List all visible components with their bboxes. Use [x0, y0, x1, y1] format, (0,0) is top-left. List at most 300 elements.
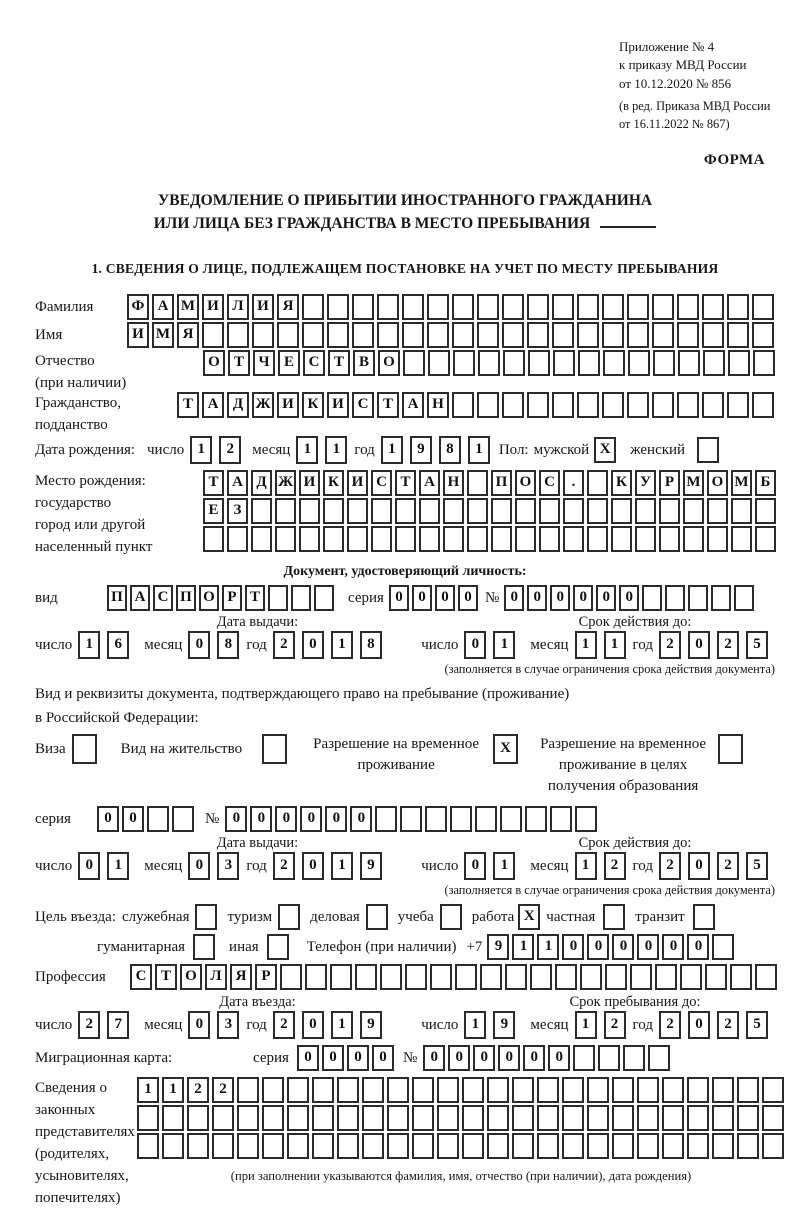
char-box[interactable]: 2	[717, 1011, 739, 1039]
char-box[interactable]	[352, 322, 374, 348]
char-box[interactable]: 2	[273, 631, 295, 659]
citizenship-boxes[interactable]	[177, 392, 777, 418]
char-box[interactable]: 0	[498, 1045, 520, 1071]
char-box[interactable]	[537, 1133, 559, 1159]
char-box[interactable]: С	[352, 392, 374, 418]
char-box[interactable]	[162, 1105, 184, 1131]
representatives-boxes-row1[interactable]	[137, 1077, 785, 1103]
char-box[interactable]	[477, 294, 499, 320]
char-box[interactable]	[727, 294, 749, 320]
char-box[interactable]	[443, 498, 464, 524]
char-box[interactable]	[275, 498, 296, 524]
char-box[interactable]: Л	[227, 294, 249, 320]
char-box[interactable]	[683, 526, 704, 552]
char-box[interactable]: 0	[78, 852, 100, 880]
char-box[interactable]: И	[202, 294, 224, 320]
char-box[interactable]: 0	[412, 585, 432, 611]
char-box[interactable]: 1	[190, 436, 212, 464]
char-box[interactable]	[419, 526, 440, 552]
char-box[interactable]: П	[176, 585, 196, 611]
char-box[interactable]: 5	[746, 852, 768, 880]
char-box[interactable]	[337, 1077, 359, 1103]
char-box[interactable]	[450, 806, 472, 832]
char-box[interactable]: 9	[410, 436, 432, 464]
char-box[interactable]	[752, 392, 774, 418]
char-box[interactable]: 0	[372, 1045, 394, 1071]
char-box[interactable]	[487, 1077, 509, 1103]
char-box[interactable]: 0	[297, 1045, 319, 1071]
char-box[interactable]	[652, 322, 674, 348]
char-box[interactable]	[262, 1105, 284, 1131]
char-box[interactable]	[380, 964, 402, 990]
char-box[interactable]	[366, 904, 388, 930]
char-box[interactable]	[530, 964, 552, 990]
char-box[interactable]	[275, 526, 296, 552]
char-box[interactable]: 1	[331, 852, 353, 880]
char-box[interactable]: 1	[537, 934, 559, 960]
char-box[interactable]	[680, 964, 702, 990]
char-box[interactable]: 0	[637, 934, 659, 960]
char-box[interactable]	[287, 1133, 309, 1159]
char-box[interactable]: 0	[688, 852, 710, 880]
char-box[interactable]: Ж	[252, 392, 274, 418]
doc-seriya-boxes[interactable]	[389, 585, 481, 611]
char-box[interactable]	[702, 294, 724, 320]
char-box[interactable]	[563, 498, 584, 524]
char-box[interactable]	[371, 526, 392, 552]
char-box[interactable]: О	[707, 470, 728, 496]
char-box[interactable]: 1	[575, 852, 597, 880]
char-box[interactable]: 2	[78, 1011, 100, 1039]
stay-day-boxes[interactable]	[464, 1011, 522, 1039]
char-box[interactable]: 0	[188, 1011, 210, 1039]
char-box[interactable]: 0	[550, 585, 570, 611]
char-box[interactable]	[477, 392, 499, 418]
char-box[interactable]: X	[518, 904, 540, 930]
char-box[interactable]	[612, 1133, 634, 1159]
char-box[interactable]: 9	[487, 934, 509, 960]
purpose-humanitarian-checkbox[interactable]	[193, 934, 215, 960]
char-box[interactable]: Д	[251, 470, 272, 496]
char-box[interactable]: 0	[97, 806, 119, 832]
char-box[interactable]: 2	[717, 852, 739, 880]
char-box[interactable]: А	[130, 585, 150, 611]
char-box[interactable]	[387, 1105, 409, 1131]
char-box[interactable]: 0	[504, 585, 524, 611]
char-box[interactable]	[323, 526, 344, 552]
char-box[interactable]	[637, 1077, 659, 1103]
purpose-private-checkbox[interactable]	[603, 904, 625, 930]
char-box[interactable]	[487, 1133, 509, 1159]
char-box[interactable]: 1	[604, 631, 626, 659]
identity-issue-day[interactable]	[78, 631, 136, 659]
doc-type-boxes[interactable]	[107, 585, 337, 611]
char-box[interactable]: 9	[360, 852, 382, 880]
char-box[interactable]	[642, 585, 662, 611]
char-box[interactable]	[251, 526, 272, 552]
char-box[interactable]	[752, 322, 774, 348]
char-box[interactable]	[330, 964, 352, 990]
char-box[interactable]	[687, 1133, 709, 1159]
char-box[interactable]	[227, 526, 248, 552]
char-box[interactable]	[612, 1105, 634, 1131]
char-box[interactable]	[611, 498, 632, 524]
char-box[interactable]: К	[611, 470, 632, 496]
char-box[interactable]	[665, 585, 685, 611]
char-box[interactable]	[437, 1133, 459, 1159]
char-box[interactable]: Ф	[127, 294, 149, 320]
migration-number-boxes[interactable]	[423, 1045, 673, 1071]
profession-boxes[interactable]	[130, 964, 780, 990]
char-box[interactable]	[573, 1045, 595, 1071]
char-box[interactable]	[400, 806, 422, 832]
char-box[interactable]	[648, 1045, 670, 1071]
char-box[interactable]: Я	[177, 322, 199, 348]
char-box[interactable]	[362, 1105, 384, 1131]
char-box[interactable]: А	[419, 470, 440, 496]
char-box[interactable]	[287, 1105, 309, 1131]
char-box[interactable]	[755, 526, 776, 552]
char-box[interactable]: С	[371, 470, 392, 496]
char-box[interactable]	[462, 1077, 484, 1103]
char-box[interactable]	[662, 1133, 684, 1159]
char-box[interactable]	[278, 904, 300, 930]
char-box[interactable]	[628, 350, 650, 376]
char-box[interactable]: 1	[575, 631, 597, 659]
char-box[interactable]: Р	[659, 470, 680, 496]
char-box[interactable]: О	[515, 470, 536, 496]
char-box[interactable]	[227, 322, 249, 348]
char-box[interactable]: Т	[228, 350, 250, 376]
char-box[interactable]	[312, 1105, 334, 1131]
char-box[interactable]	[731, 498, 752, 524]
char-box[interactable]: 2	[717, 631, 739, 659]
char-box[interactable]: Т	[395, 470, 416, 496]
char-box[interactable]	[193, 934, 215, 960]
char-box[interactable]	[539, 498, 560, 524]
char-box[interactable]	[402, 322, 424, 348]
char-box[interactable]	[577, 294, 599, 320]
char-box[interactable]: 0	[448, 1045, 470, 1071]
char-box[interactable]: 0	[662, 934, 684, 960]
char-box[interactable]: И	[277, 392, 299, 418]
char-box[interactable]	[552, 392, 574, 418]
birth-place-boxes-row2[interactable]	[203, 498, 779, 524]
char-box[interactable]	[443, 526, 464, 552]
char-box[interactable]	[452, 294, 474, 320]
char-box[interactable]	[147, 806, 169, 832]
char-box[interactable]	[512, 1077, 534, 1103]
char-box[interactable]: 0	[188, 631, 210, 659]
char-box[interactable]	[412, 1105, 434, 1131]
residence-valid-day[interactable]	[464, 852, 522, 880]
char-box[interactable]	[731, 526, 752, 552]
char-box[interactable]	[277, 322, 299, 348]
char-box[interactable]	[711, 585, 731, 611]
representatives-boxes-row2[interactable]	[137, 1105, 785, 1131]
char-box[interactable]: О	[199, 585, 219, 611]
char-box[interactable]	[323, 498, 344, 524]
char-box[interactable]	[712, 1105, 734, 1131]
sex-male-checkbox[interactable]	[594, 437, 616, 463]
char-box[interactable]: 0	[619, 585, 639, 611]
purpose-transit-checkbox[interactable]	[693, 904, 715, 930]
purpose-official-checkbox[interactable]	[195, 904, 217, 930]
char-box[interactable]: Т	[177, 392, 199, 418]
char-box[interactable]	[237, 1077, 259, 1103]
birth-day-boxes[interactable]	[190, 436, 248, 464]
char-box[interactable]	[693, 904, 715, 930]
char-box[interactable]: 1	[575, 1011, 597, 1039]
char-box[interactable]	[611, 526, 632, 552]
char-box[interactable]	[403, 350, 425, 376]
char-box[interactable]	[563, 526, 584, 552]
char-box[interactable]	[502, 322, 524, 348]
char-box[interactable]	[262, 1133, 284, 1159]
char-box[interactable]	[453, 350, 475, 376]
char-box[interactable]: 0	[250, 806, 272, 832]
char-box[interactable]	[603, 350, 625, 376]
char-box[interactable]	[252, 322, 274, 348]
char-box[interactable]	[587, 1133, 609, 1159]
char-box[interactable]: О	[180, 964, 202, 990]
char-box[interactable]	[137, 1133, 159, 1159]
char-box[interactable]: 6	[107, 631, 129, 659]
char-box[interactable]	[467, 526, 488, 552]
char-box[interactable]	[262, 1077, 284, 1103]
char-box[interactable]	[602, 322, 624, 348]
char-box[interactable]	[402, 294, 424, 320]
char-box[interactable]: 0	[464, 631, 486, 659]
char-box[interactable]: П	[107, 585, 127, 611]
char-box[interactable]: Н	[427, 392, 449, 418]
char-box[interactable]	[553, 350, 575, 376]
patronymic-boxes[interactable]	[203, 350, 778, 376]
char-box[interactable]: 2	[187, 1077, 209, 1103]
char-box[interactable]: 2	[659, 852, 681, 880]
char-box[interactable]: 0	[596, 585, 616, 611]
purpose-study-checkbox[interactable]	[440, 904, 462, 930]
char-box[interactable]	[602, 392, 624, 418]
residence-issue-day[interactable]	[78, 852, 136, 880]
phone-boxes[interactable]	[487, 934, 737, 960]
char-box[interactable]: 1	[137, 1077, 159, 1103]
char-box[interactable]	[462, 1105, 484, 1131]
char-box[interactable]: 0	[423, 1045, 445, 1071]
char-box[interactable]: 0	[302, 852, 324, 880]
purpose-business-checkbox[interactable]	[366, 904, 388, 930]
char-box[interactable]: 0	[275, 806, 297, 832]
char-box[interactable]: 0	[688, 1011, 710, 1039]
char-box[interactable]	[437, 1105, 459, 1131]
char-box[interactable]	[251, 498, 272, 524]
char-box[interactable]	[603, 904, 625, 930]
char-box[interactable]	[702, 392, 724, 418]
char-box[interactable]	[387, 1133, 409, 1159]
char-box[interactable]	[737, 1077, 759, 1103]
char-box[interactable]	[377, 322, 399, 348]
char-box[interactable]	[550, 806, 572, 832]
char-box[interactable]	[327, 322, 349, 348]
identity-valid-day[interactable]	[464, 631, 522, 659]
char-box[interactable]	[627, 392, 649, 418]
char-box[interactable]	[578, 350, 600, 376]
char-box[interactable]	[395, 498, 416, 524]
char-box[interactable]	[575, 806, 597, 832]
char-box[interactable]	[502, 294, 524, 320]
char-box[interactable]: П	[491, 470, 512, 496]
char-box[interactable]: Т	[155, 964, 177, 990]
char-box[interactable]: С	[539, 470, 560, 496]
char-box[interactable]: Б	[755, 470, 776, 496]
residence-valid-year[interactable]	[659, 852, 775, 880]
char-box[interactable]: 0	[523, 1045, 545, 1071]
char-box[interactable]	[527, 294, 549, 320]
char-box[interactable]: 0	[300, 806, 322, 832]
char-box[interactable]	[412, 1077, 434, 1103]
char-box[interactable]	[727, 322, 749, 348]
stay-year-boxes[interactable]	[659, 1011, 775, 1039]
char-box[interactable]	[237, 1105, 259, 1131]
char-box[interactable]	[662, 1105, 684, 1131]
char-box[interactable]	[659, 498, 680, 524]
char-box[interactable]: Я	[230, 964, 252, 990]
char-box[interactable]: А	[152, 294, 174, 320]
char-box[interactable]	[347, 526, 368, 552]
char-box[interactable]	[712, 1077, 734, 1103]
char-box[interactable]	[627, 322, 649, 348]
char-box[interactable]: 8	[439, 436, 461, 464]
char-box[interactable]: 1	[331, 1011, 353, 1039]
char-box[interactable]	[712, 1133, 734, 1159]
char-box[interactable]	[437, 1077, 459, 1103]
char-box[interactable]: 2	[212, 1077, 234, 1103]
char-box[interactable]: 1	[296, 436, 318, 464]
char-box[interactable]	[577, 392, 599, 418]
char-box[interactable]	[727, 392, 749, 418]
char-box[interactable]	[491, 526, 512, 552]
char-box[interactable]: 1	[468, 436, 490, 464]
char-box[interactable]	[327, 294, 349, 320]
surname-boxes[interactable]	[127, 294, 777, 320]
char-box[interactable]	[427, 322, 449, 348]
char-box[interactable]	[528, 350, 550, 376]
char-box[interactable]: И	[327, 392, 349, 418]
char-box[interactable]: 8	[217, 631, 239, 659]
char-box[interactable]: М	[731, 470, 752, 496]
char-box[interactable]: С	[303, 350, 325, 376]
char-box[interactable]	[312, 1077, 334, 1103]
char-box[interactable]	[299, 526, 320, 552]
char-box[interactable]: 0	[302, 1011, 324, 1039]
stay-month-boxes[interactable]	[575, 1011, 633, 1039]
purpose-other-checkbox[interactable]	[267, 934, 289, 960]
char-box[interactable]	[452, 322, 474, 348]
char-box[interactable]: О	[378, 350, 400, 376]
char-box[interactable]: 0	[688, 631, 710, 659]
char-box[interactable]	[678, 350, 700, 376]
char-box[interactable]: И	[347, 470, 368, 496]
char-box[interactable]	[425, 806, 447, 832]
entry-year-boxes[interactable]	[273, 1011, 389, 1039]
char-box[interactable]: 0	[458, 585, 478, 611]
char-box[interactable]	[491, 498, 512, 524]
char-box[interactable]: 0	[527, 585, 547, 611]
char-box[interactable]	[659, 526, 680, 552]
char-box[interactable]	[635, 498, 656, 524]
char-box[interactable]: 1	[107, 852, 129, 880]
char-box[interactable]: 1	[162, 1077, 184, 1103]
char-box[interactable]: 1	[331, 631, 353, 659]
char-box[interactable]	[687, 1077, 709, 1103]
char-box[interactable]: 0	[322, 1045, 344, 1071]
char-box[interactable]: 2	[659, 631, 681, 659]
char-box[interactable]	[637, 1133, 659, 1159]
char-box[interactable]	[302, 322, 324, 348]
char-box[interactable]	[478, 350, 500, 376]
char-box[interactable]: 0	[347, 1045, 369, 1071]
entry-day-boxes[interactable]	[78, 1011, 136, 1039]
char-box[interactable]	[462, 1133, 484, 1159]
char-box[interactable]: Т	[203, 470, 224, 496]
char-box[interactable]	[375, 806, 397, 832]
char-box[interactable]	[500, 806, 522, 832]
char-box[interactable]	[291, 585, 311, 611]
char-box[interactable]: Е	[278, 350, 300, 376]
char-box[interactable]	[427, 294, 449, 320]
char-box[interactable]: 2	[273, 1011, 295, 1039]
char-box[interactable]	[630, 964, 652, 990]
char-box[interactable]: 2	[659, 1011, 681, 1039]
char-box[interactable]	[587, 1105, 609, 1131]
char-box[interactable]: Т	[328, 350, 350, 376]
char-box[interactable]	[487, 1105, 509, 1131]
entry-month-boxes[interactable]	[188, 1011, 246, 1039]
sex-female-checkbox[interactable]	[697, 437, 719, 463]
residence-permit-checkbox[interactable]	[262, 734, 287, 764]
char-box[interactable]: .	[563, 470, 584, 496]
char-box[interactable]	[505, 964, 527, 990]
char-box[interactable]: 2	[273, 852, 295, 880]
identity-issue-month[interactable]	[188, 631, 246, 659]
char-box[interactable]: 9	[493, 1011, 515, 1039]
char-box[interactable]: М	[177, 294, 199, 320]
char-box[interactable]: О	[203, 350, 225, 376]
char-box[interactable]: Р	[255, 964, 277, 990]
char-box[interactable]	[653, 350, 675, 376]
char-box[interactable]: М	[152, 322, 174, 348]
char-box[interactable]: 3	[217, 1011, 239, 1039]
char-box[interactable]: 0	[562, 934, 584, 960]
char-box[interactable]: Е	[203, 498, 224, 524]
char-box[interactable]	[280, 964, 302, 990]
char-box[interactable]	[677, 294, 699, 320]
identity-valid-month[interactable]	[575, 631, 633, 659]
char-box[interactable]	[347, 498, 368, 524]
char-box[interactable]	[305, 964, 327, 990]
char-box[interactable]	[262, 734, 287, 764]
char-box[interactable]	[612, 1077, 634, 1103]
char-box[interactable]	[419, 498, 440, 524]
residence-seriya-boxes[interactable]	[97, 806, 197, 832]
char-box[interactable]: 0	[548, 1045, 570, 1071]
char-box[interactable]	[237, 1133, 259, 1159]
char-box[interactable]	[503, 350, 525, 376]
char-box[interactable]	[467, 470, 488, 496]
char-box[interactable]	[755, 964, 777, 990]
char-box[interactable]: 0	[473, 1045, 495, 1071]
char-box[interactable]: К	[323, 470, 344, 496]
